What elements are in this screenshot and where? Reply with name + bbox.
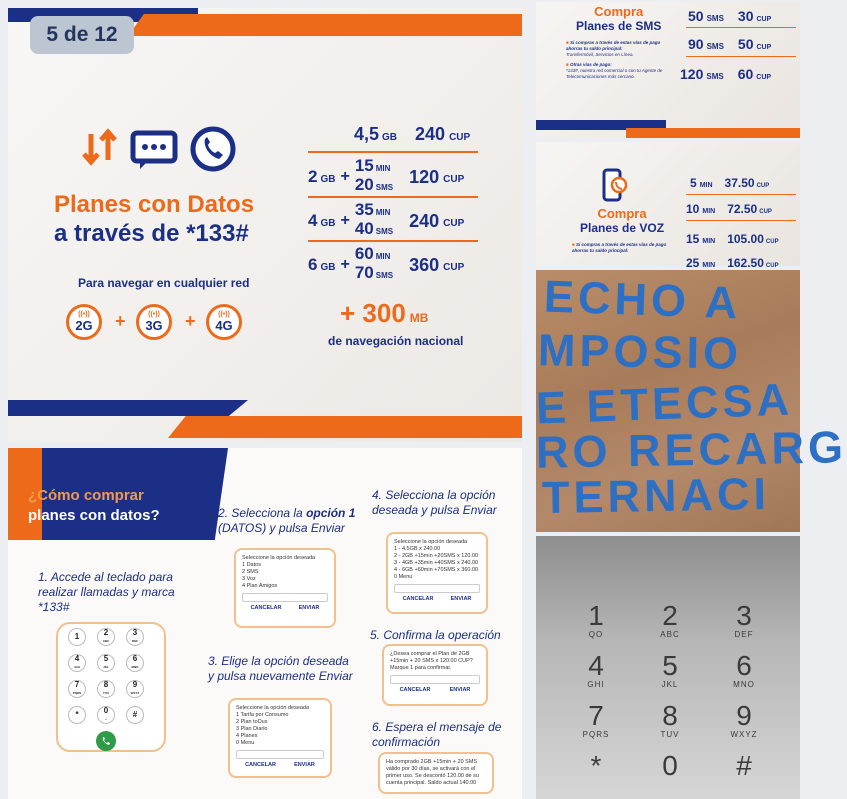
dialer-key-digit: 7 xyxy=(588,700,604,731)
dialer-key-letters: QO xyxy=(588,630,604,639)
mini-keypad-key[interactable] xyxy=(126,706,144,724)
network-3g-badge: ((•)) 3G xyxy=(136,304,172,340)
mini-key-digit: 2 xyxy=(103,628,109,637)
dialer-key-letters: GHI xyxy=(587,680,605,689)
plan-2-min-unit: MIN xyxy=(375,164,391,173)
dialog-4-cancel-button[interactable]: CANCELAR xyxy=(402,596,434,602)
plan-3-min: 35 xyxy=(354,200,374,219)
dialer-key-digit: 9 xyxy=(736,700,752,731)
plan-2-data: 2 xyxy=(308,167,318,186)
dialer-key-digit: * xyxy=(590,750,602,781)
sms-note-2b: *133#, nuestra red comercial o con tu Agente de Telecomunicaciones más cercano. xyxy=(566,68,663,79)
dialog-step-5 xyxy=(382,644,488,706)
dialer-key-letters: JKL xyxy=(661,680,679,689)
plan-2-price: 120 xyxy=(409,166,440,187)
mini-key-letters: TUV xyxy=(103,691,109,695)
dialer-key[interactable] xyxy=(640,652,700,689)
plan-divider-2 xyxy=(308,196,478,198)
voice-title xyxy=(580,206,664,236)
mini-keypad-key[interactable] xyxy=(97,628,115,646)
sms-2-qty: 90 xyxy=(688,36,704,52)
dialog-2-input[interactable] xyxy=(242,593,328,602)
dialer-key[interactable] xyxy=(640,702,700,739)
mini-key-letters: PQRS xyxy=(72,691,82,695)
bonus-value: + 300 xyxy=(340,298,406,328)
dlg4-line: 4 - 6GB +60min +70SMS x 360.00 xyxy=(394,567,479,573)
step-6-text: 6. Espera el mensaje de confirmación xyxy=(372,720,502,749)
dlg2-line: 2 SMS xyxy=(242,569,259,575)
mini-key-digit: 6 xyxy=(132,654,138,663)
how-to-title-line-1: ¿Cómo comprar xyxy=(28,487,144,504)
voice-4-price: 162.50 xyxy=(727,256,764,270)
network-plus-1: + xyxy=(115,311,126,331)
title-line-1: Planes con Datos xyxy=(54,191,255,218)
voice-title-line-1: Compra xyxy=(597,206,647,221)
dlg4-line: 2 - 2GB +15min +20SMS x 120.00 xyxy=(394,553,479,559)
dlg4-line: 3 - 4GB +35min +40SMS x 240.00 xyxy=(394,560,479,566)
slide-counter[interactable]: 5 de 12 xyxy=(30,16,134,54)
dialer-key-digit: 4 xyxy=(588,650,604,681)
voice-note-text: Si compras a través de estas vías de pago ahorras tu saldo principal: xyxy=(572,242,667,253)
sms-divider-1 xyxy=(686,27,796,28)
voice-2-currency: CUP xyxy=(759,209,772,215)
voice-4-qty: 25 xyxy=(686,256,700,270)
dialog-3-input[interactable] xyxy=(236,750,324,759)
dlg4-line: 1 - 4.5GB x 240.00 xyxy=(394,546,441,552)
chat-icon xyxy=(130,130,178,175)
dialog-4-input[interactable] xyxy=(394,584,480,593)
dialer-key-digit: 6 xyxy=(736,650,752,681)
dlg5-line: ¿Desea comprar el Plan de 2GB +15min + 20 SMS x 120.00 CUP? xyxy=(390,651,473,664)
dialog-4-send-button[interactable]: ENVIAR xyxy=(450,596,472,602)
mini-keypad-key[interactable] xyxy=(126,628,144,646)
dlg3-line: 1 Tarifa por Consumo xyxy=(236,712,289,718)
sms-divider-2 xyxy=(686,56,796,57)
mini-key-digit: 7 xyxy=(74,680,80,689)
sms-1-qty: 50 xyxy=(688,8,704,24)
network-2g-badge: ((•)) 2G xyxy=(66,304,102,340)
mini-keypad-key[interactable] xyxy=(97,654,115,672)
bottom-navy-stripe xyxy=(8,400,248,416)
dialog-2-send-button[interactable]: ENVIAR xyxy=(298,605,320,611)
voice-3-qty: 15 xyxy=(686,232,700,246)
plan-divider-1 xyxy=(308,151,478,153)
cardboard-sign-photo xyxy=(535,270,847,532)
plan-row-2: 2 GB + 15 MIN 20 SMS 120 CUP xyxy=(308,156,465,194)
mini-key-digit: 8 xyxy=(103,680,109,689)
how-to-buy-panel xyxy=(8,448,522,799)
mini-key-letters: WXYZ xyxy=(130,691,140,695)
sms-title-line-2: Planes de SMS xyxy=(576,19,662,33)
mini-keypad-key[interactable] xyxy=(68,706,86,724)
bottom-orange-stripe xyxy=(168,416,522,438)
voice-2-price: 72.50 xyxy=(727,202,758,216)
sms-note-2: Otras vías de pago: xyxy=(569,62,612,67)
mini-key-letters: ABC xyxy=(102,639,110,643)
voice-2-qty: 10 xyxy=(686,202,700,216)
voice-row-3 xyxy=(686,232,779,246)
voice-3-price: 105.00 xyxy=(727,232,764,246)
mini-key-digit: 9 xyxy=(132,680,138,689)
plan-4-min: 60 xyxy=(354,244,374,263)
dlg2-line: 1 Datos xyxy=(242,562,261,568)
mini-key-letters: DEF xyxy=(132,639,138,643)
dialer-key[interactable] xyxy=(566,702,626,739)
plan-3-min-unit: MIN xyxy=(375,208,391,217)
network-plus-2: + xyxy=(185,311,196,331)
dialer-key-letters: MNO xyxy=(733,680,755,689)
plan-4-min-unit: MIN xyxy=(375,252,391,261)
dialer-key-letters: TUV xyxy=(660,730,680,739)
dlg5-line: Marque 1 para confirmar. xyxy=(390,665,452,671)
voice-3-currency: CUP xyxy=(765,239,779,245)
dialog-step-3 xyxy=(228,698,332,778)
plan-2-data-unit: GB xyxy=(320,173,336,185)
dialog-2-cancel-button[interactable]: CANCELAR xyxy=(250,605,282,611)
sms-2-currency: CUP xyxy=(756,44,772,51)
voice-1-price: 37.50 xyxy=(724,176,755,190)
plan-4-data-unit: GB xyxy=(320,261,336,273)
sms-3-currency: CUP xyxy=(756,74,772,81)
how-to-title-line-2: planes con datos? xyxy=(28,507,160,524)
bonus-caption: de navegación nacional xyxy=(328,334,464,348)
plan-1-price: 240 xyxy=(415,124,446,144)
dialog-step-6 xyxy=(378,752,494,794)
sign-line-1: ECHO A xyxy=(543,270,743,329)
network-4g-label: 4G xyxy=(215,318,233,333)
mini-keypad-key[interactable] xyxy=(68,628,86,646)
sign-line-3: E ETECSA xyxy=(535,373,794,434)
plan-row-1 xyxy=(354,124,526,145)
mini-key-digit: 5 xyxy=(103,654,109,663)
dialog-step-2 xyxy=(234,548,336,628)
call-button-icon xyxy=(96,731,116,751)
sms-2-price: 50 xyxy=(737,36,754,52)
sms-1-price: 30 xyxy=(737,8,754,24)
voice-divider-2 xyxy=(686,220,796,221)
dialer-key[interactable] xyxy=(566,652,626,689)
sms-row-1 xyxy=(688,8,771,24)
dlg2-line: 3 Voz xyxy=(242,576,256,582)
plan-2-sms: 20 xyxy=(354,175,374,194)
plan-1-data: 4,5 xyxy=(354,124,380,144)
how-to-title xyxy=(28,486,160,526)
dialer-key-letters: WXYZ xyxy=(730,730,758,739)
plan-row-4: 6 GB + 60 MIN 70 SMS 360 CUP xyxy=(308,244,465,282)
sms-plans-panel xyxy=(536,2,800,138)
transfer-arrows-icon xyxy=(82,130,118,169)
dlg3-line: Seleccione la opción deseada xyxy=(236,705,310,711)
plan-4-sms: 70 xyxy=(354,263,374,282)
plan-2-sms-unit: SMS xyxy=(375,183,394,192)
dialer-key[interactable] xyxy=(714,602,774,639)
network-3g-label: 3G xyxy=(145,318,163,333)
step-2-text xyxy=(218,506,368,536)
dialer-key[interactable] xyxy=(566,752,626,780)
mini-key-digit: 1 xyxy=(74,632,80,641)
mini-key-letters: + xyxy=(105,717,107,721)
dialer-key[interactable] xyxy=(640,602,700,639)
voice-row-2 xyxy=(686,202,772,216)
data-plans-title xyxy=(54,190,254,248)
step-2-c: (DATOS) y pulsa Enviar xyxy=(218,521,345,535)
sms-title xyxy=(576,4,661,34)
step-4-text: 4. Selecciona la opción deseada y pulsa Enviar xyxy=(372,488,497,517)
dialer-key-digit: 3 xyxy=(736,600,752,631)
plan-3-data: 4 xyxy=(308,211,318,230)
mini-keypad-key[interactable] xyxy=(97,706,115,724)
dialog-5-input[interactable] xyxy=(390,675,480,684)
dialer-key-letters: DEF xyxy=(734,630,754,639)
plan-3-currency: CUP xyxy=(443,218,465,229)
plan-3-sms: 40 xyxy=(354,219,374,238)
plan-1-currency: CUP xyxy=(449,131,471,143)
data-plans-panel xyxy=(8,8,522,442)
dialog-3-send-button[interactable]: ENVIAR xyxy=(294,762,315,768)
plan-4-data: 6 xyxy=(308,255,318,274)
dialer-key[interactable] xyxy=(714,652,774,689)
networks-caption: Para navegar en cualquier red xyxy=(78,276,250,290)
voice-4-unit: MIN xyxy=(702,262,716,269)
sms-row-3 xyxy=(680,66,771,82)
dialer-key[interactable] xyxy=(640,752,700,780)
phone-dialer-screenshot xyxy=(536,536,800,799)
plan-3-price: 240 xyxy=(409,210,440,231)
voice-divider-1 xyxy=(686,194,796,195)
plan-1-data-unit: GB xyxy=(382,131,398,143)
top-orange-stripe xyxy=(128,14,522,36)
voice-plans-panel xyxy=(536,142,800,270)
plan-3-sms-unit: SMS xyxy=(375,227,394,236)
mini-keypad-key[interactable] xyxy=(68,654,86,672)
voice-1-currency: CUP xyxy=(756,183,770,189)
dialog-5-cancel-button[interactable]: CANCELAR xyxy=(399,687,431,693)
mini-key-letters: MNO xyxy=(131,665,139,669)
network-4g-badge: ((•)) 4G xyxy=(206,304,242,340)
dialog-step-4 xyxy=(386,532,488,614)
dlg2-line: 4 Plan Amigos xyxy=(242,583,278,589)
dialer-key-digit: 2 xyxy=(662,600,678,631)
mini-key-digit: 4 xyxy=(74,654,80,663)
voice-row-4 xyxy=(686,256,779,270)
sms-title-line-1: Compra xyxy=(594,4,644,19)
voice-1-unit: MIN xyxy=(699,182,713,189)
voice-4-currency: CUP xyxy=(765,263,779,269)
sms-note-1b: Transfermóvil, Servicios en Línea. xyxy=(566,52,634,57)
dialog-5-send-button[interactable]: ENVIAR xyxy=(449,687,471,693)
voice-note: ■ Si compras a través de estas vías de pago ahorras tu saldo principal: xyxy=(572,242,667,253)
mini-keypad-key[interactable] xyxy=(126,654,144,672)
dialer-key[interactable] xyxy=(714,702,774,739)
plan-4-price: 360 xyxy=(409,254,440,275)
dlg6-text: Ha comprado 2GB +15min + 20 SMS válido por 30 días, se activará con el primer uso. Se descontó 120.00 de su cuenta principal. Saldo actual 140.00 xyxy=(386,759,479,786)
sms-notes: ■ Si compras a través de estas vías de pago ahorras tu saldo principal: Transfermóvil, Servicios en Línea. ■ Otras vías de pago: *133#, nuestra red comercial o con tu Agente de Telecomunicaciones más cercano. xyxy=(566,40,676,80)
dialog-3-cancel-button[interactable]: CANCELAR xyxy=(245,762,276,768)
dialer-key[interactable] xyxy=(566,602,626,639)
voice-row-1 xyxy=(690,176,769,190)
sms-note-1: Si compras a través de estas vías de pago ahorras tu saldo principal: xyxy=(566,40,661,51)
dialer-key[interactable] xyxy=(714,752,774,780)
dlg4-line: 0 Menu xyxy=(394,574,413,580)
dialer-key-letters: ABC xyxy=(660,630,680,639)
bonus-amount xyxy=(340,298,428,329)
dlg3-line: 0 Menu xyxy=(236,740,255,746)
step-2-b: opción 1 xyxy=(306,506,356,520)
mini-key-letters: GHI xyxy=(74,665,80,669)
mini-key-digit: 0 xyxy=(103,706,109,715)
dlg3-line: 2 Plan toDus xyxy=(236,719,268,725)
dialer-key-letters: PQRS xyxy=(582,730,610,739)
dlg3-line: 3 Plan Diario xyxy=(236,726,268,732)
phone-call-icon xyxy=(190,126,236,177)
plan-2-currency: CUP xyxy=(443,174,465,185)
mini-keypad-key[interactable] xyxy=(97,680,115,698)
sign-line-4: RO RECARG xyxy=(535,421,847,478)
dialer-key-digit: # xyxy=(736,750,752,781)
dlg2-line: Seleccione la opción deseada xyxy=(242,555,316,561)
step-3-text: 3. Elige la opción deseada y pulsa nuevamente Enviar xyxy=(208,654,353,683)
step-2-a: 2. Selecciona la xyxy=(218,506,307,520)
plan-3-data-unit: GB xyxy=(320,217,336,229)
phone-device-icon xyxy=(600,168,630,209)
plan-divider-3 xyxy=(308,240,478,242)
sms-2-unit: SMS xyxy=(706,42,724,51)
voice-1-qty: 5 xyxy=(690,176,697,190)
sms-1-currency: CUP xyxy=(756,16,772,23)
step-5-text: 5. Confirma la operación xyxy=(370,628,501,642)
plan-row-3: 4 GB + 35 MIN 40 SMS 240 CUP xyxy=(308,200,465,238)
step-1-text: 1. Accede al teclado para realizar llamadas y marca *133# xyxy=(38,570,175,614)
sms-3-unit: SMS xyxy=(706,72,724,81)
dialer-key-digit: 1 xyxy=(588,600,604,631)
dialer-key-digit: 0 xyxy=(662,750,678,781)
plan-2-min: 15 xyxy=(354,156,374,175)
sms-3-price: 60 xyxy=(737,66,754,82)
sms-3-qty: 120 xyxy=(680,66,704,82)
dlg3-line: 4 Planes xyxy=(236,733,258,739)
mini-keypad-key[interactable] xyxy=(126,680,144,698)
dialer-key-digit: 5 xyxy=(662,650,678,681)
network-2g-label: 2G xyxy=(75,318,93,333)
plan-4-sms-unit: SMS xyxy=(375,271,394,280)
voice-2-unit: MIN xyxy=(702,208,716,215)
mini-key-digit: # xyxy=(132,710,138,719)
mini-key-digit: * xyxy=(75,710,79,719)
sign-line-5: TERNACI xyxy=(541,468,771,523)
title-line-2: a través de *133# xyxy=(54,220,249,247)
sms-orange-stripe xyxy=(626,128,800,138)
voice-3-unit: MIN xyxy=(702,238,716,245)
bonus-unit: MB xyxy=(409,311,429,325)
mini-key-letters: JKL xyxy=(103,665,109,669)
mini-keypad-key[interactable] xyxy=(68,680,86,698)
dlg4-line: Seleccione la opción deseada xyxy=(394,539,468,545)
dialer-key-digit: 8 xyxy=(662,700,678,731)
sms-row-2 xyxy=(688,36,771,52)
plan-4-currency: CUP xyxy=(443,262,465,273)
sms-1-unit: SMS xyxy=(706,14,724,23)
voice-title-line-2: Planes de VOZ xyxy=(580,221,665,235)
mini-key-digit: 3 xyxy=(132,628,138,637)
sign-line-2: MPOSIO xyxy=(537,324,743,379)
